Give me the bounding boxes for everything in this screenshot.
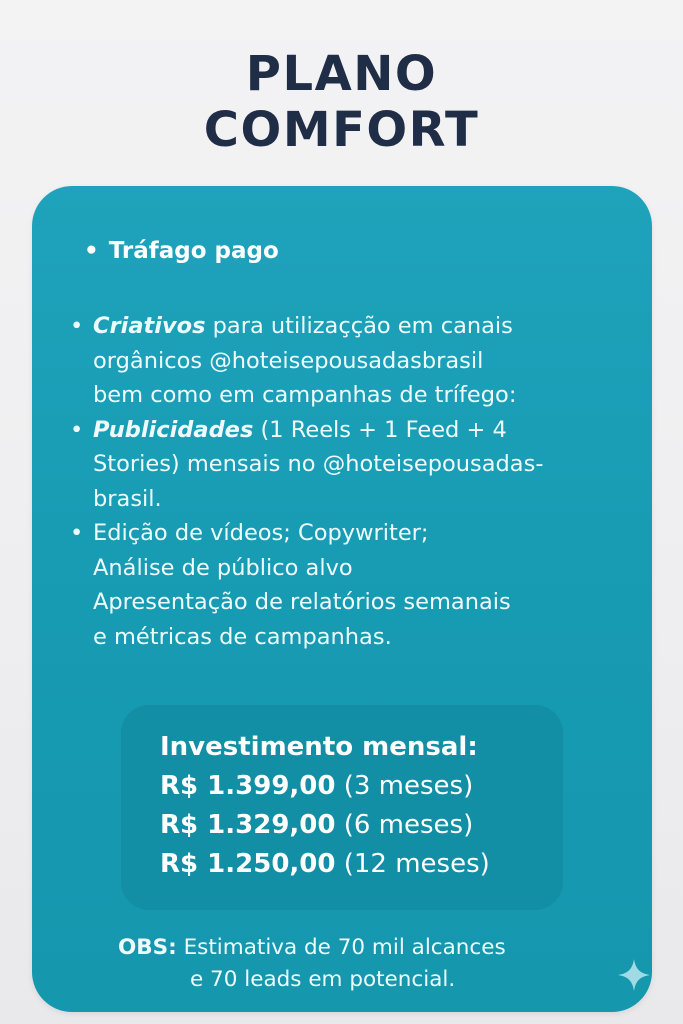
price-option [160,767,490,806]
top-item [84,234,279,268]
observation-line: e 70 leads em potencial. [190,967,456,992]
observation-line [118,932,568,964]
feature-text: (1 Reels + 1 Feed + 4 [253,416,507,443]
bullet: • [70,416,84,443]
feature-emphasis: Publicidades [93,416,254,443]
feature-line: orgânicos @hoteisepousadasbrasil [93,347,484,374]
price-term: (6 meses) [335,810,474,840]
feature-line: bem como em campanhas de trífego: [93,382,517,408]
feature-line: Edição de vídeos; Copywriter; [93,520,429,546]
feature-line: Apresentação de relatórios semanais [93,589,511,615]
price-option [160,806,490,845]
top-item-label: Tráfago pago [108,238,279,264]
price-value: R$ 1.399,00 [160,771,336,801]
feature-line: Análise de público alvo [93,554,353,581]
feature-line: brasil. [93,485,162,512]
bullet: • [70,520,84,546]
sparkle-icon [617,958,651,992]
pricing-text [160,728,490,884]
bullet: • [84,238,99,264]
plan-title [0,46,683,158]
plan-title-line-1: PLANO [245,46,438,102]
observation-text: Estimativa de 70 mil alcances [176,935,506,960]
feature-line [93,413,630,448]
feature-item-edicao [70,516,630,654]
feature-line: e métricas de campanhas. [93,623,392,650]
feature-item-criativos [70,309,630,413]
bullet: • [70,313,84,339]
observation-note [118,932,568,996]
feature-line: Stories) mensais no @hoteisepousadas- [93,451,544,477]
feature-emphasis: Criativos [93,313,206,339]
pricing-heading: Investimento mensal: [160,732,478,762]
observation-label: OBS: [118,935,177,960]
feature-text: para utilizaçção em canais [205,313,513,339]
plan-title-line-2: COMFORT [203,102,480,158]
price-option [160,845,490,884]
feature-item-publicidades [70,413,630,517]
feature-list [70,309,630,654]
feature-line [93,309,630,344]
price-term: (12 meses) [335,849,490,879]
price-value: R$ 1.250,00 [160,849,336,879]
price-value: R$ 1.329,00 [160,810,336,840]
price-term: (3 meses) [335,771,474,801]
